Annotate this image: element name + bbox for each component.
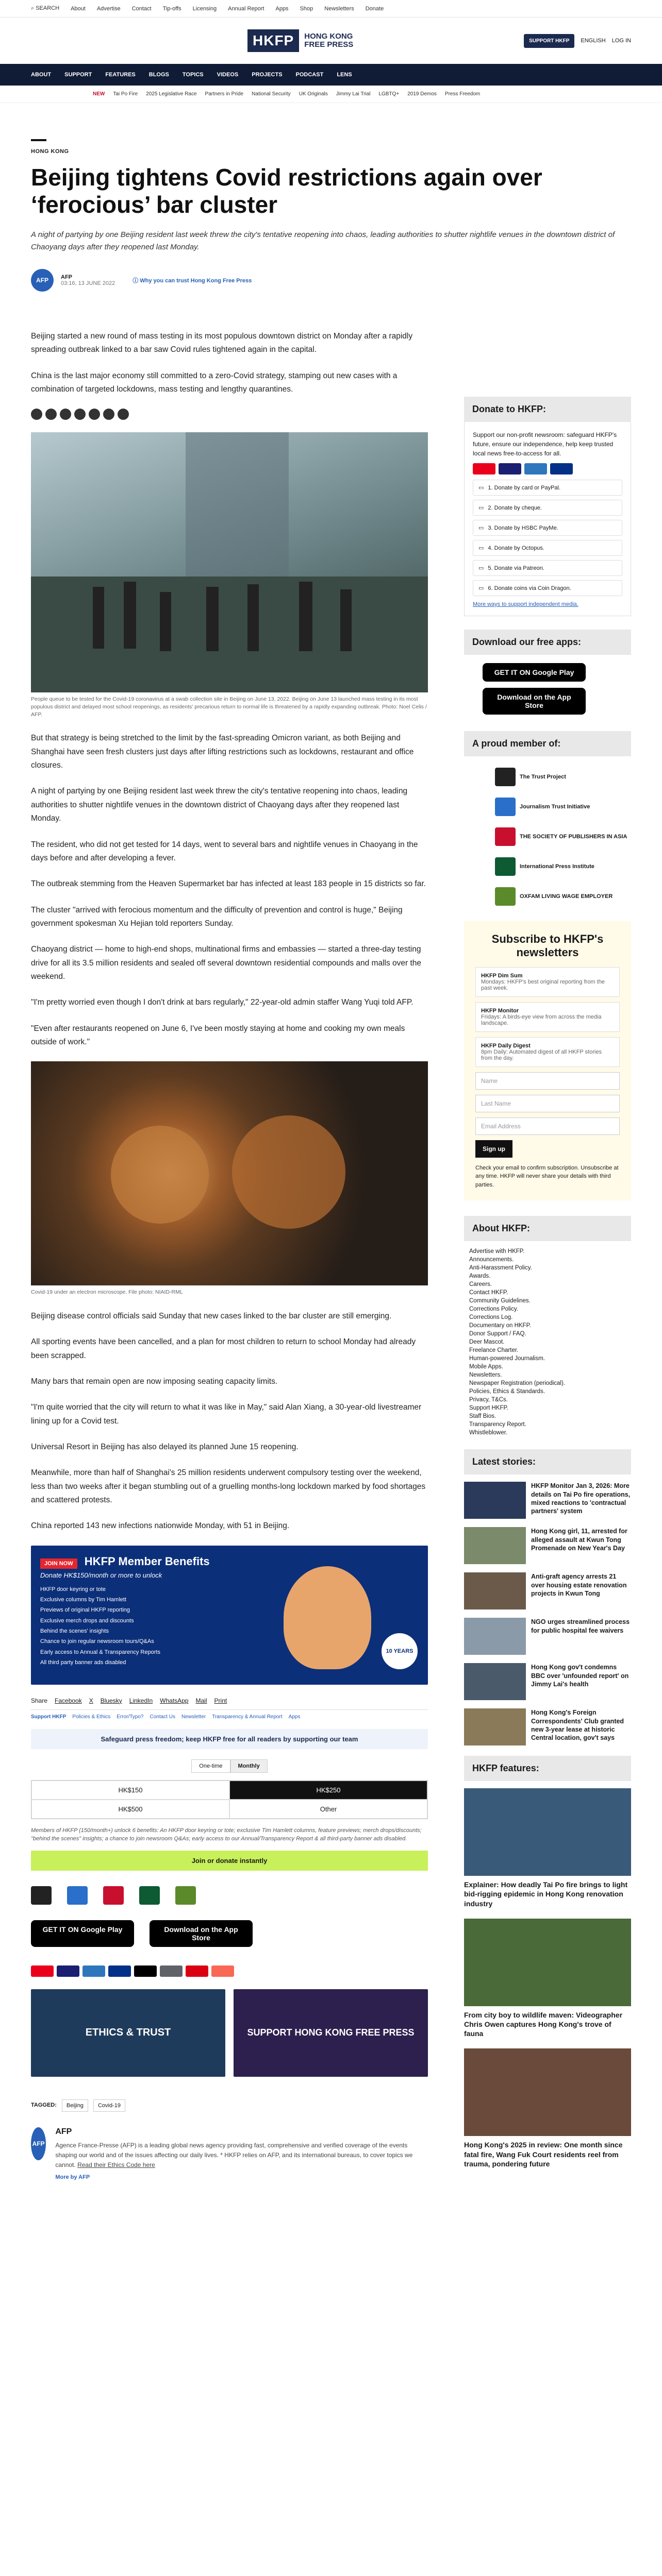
nav-item[interactable]: ABOUT	[31, 72, 52, 78]
patreon-icon: ▭	[478, 565, 484, 571]
paragraph: But that strategy is being stretched to the limit by the fast-spreading Omicron variant, as both Beijing and Shanghai have seen fresh clusters just days after lifting restrictions such as lockdowns, restaurant and office closures.	[31, 734, 414, 770]
article-header	[31, 139, 631, 292]
nav-item[interactable]: TOPICS	[182, 72, 204, 78]
footer-partner-logos	[31, 1886, 428, 1905]
about-link[interactable]: Staff Bios.	[469, 1413, 496, 1420]
tags-label: TAGGED:	[31, 2102, 57, 2108]
share-label: Share	[31, 1697, 48, 1704]
topbar-item[interactable]: Contact	[131, 5, 152, 12]
trending-item[interactable]: 2025 Legislative Race	[146, 91, 197, 97]
story-item[interactable]: Anti-graft agency arrests 21 over housing estate renovation projects in Kwun Tong	[464, 1572, 631, 1609]
search-link[interactable]: ⌕ SEARCH	[31, 5, 60, 11]
feature-item[interactable]: Hong Kong's 2025 in review: One month since fatal fire, Wang Fuk Court residents reel from trauma, pondering future	[464, 2048, 631, 2168]
story-item[interactable]: Hong Kong gov't condemns BBC over 'unfounded report' on Jimmy Lai's health	[464, 1663, 631, 1700]
google-play-button[interactable]: GET IT ON Google Play	[483, 663, 586, 682]
author-box-name[interactable]: AFP	[55, 2127, 72, 2136]
support-hkfp-button[interactable]: SUPPORT HKFP	[524, 34, 574, 48]
feature-image	[464, 1919, 631, 2006]
bluesky-icon[interactable]	[60, 409, 71, 420]
topbar-item[interactable]: Newsletters	[324, 5, 354, 12]
tier-option[interactable]: HK$250	[229, 1781, 427, 1800]
octopus-icon: ▭	[478, 545, 484, 551]
promo-tiles	[31, 1989, 428, 2089]
logo-line-1: HONG KONG	[304, 32, 353, 41]
about-link[interactable]: Contact HKFP.	[469, 1290, 508, 1296]
paragraph: Meanwhile, more than half of Shanghai's 25 million residents underwent compulsory testing over the weekend, less than two weeks after it began stumbling out of a gruelling months-long lockdown marked by food shortages and scattered protests.	[31, 1468, 426, 1505]
about-link[interactable]: Anti-Harassment Policy.	[469, 1265, 532, 1272]
donate-intro: Support our non-profit newsroom: safeguard HKFP's future, ensure our independence, help keep trusted local news free-to-access for all.	[473, 431, 617, 457]
trending-item[interactable]: 2019 Demos	[407, 91, 437, 97]
nav-item[interactable]: VIDEOS	[217, 72, 239, 78]
ipi-logo[interactable]: International Press Institute	[495, 855, 631, 878]
member-logos	[464, 766, 631, 908]
site-logo[interactable]	[247, 29, 353, 52]
donate-widget	[464, 422, 631, 616]
trending-item[interactable]: Press Freedom	[444, 91, 481, 97]
benefit-item: Previews of original HKFP reporting	[40, 1607, 130, 1614]
share-mail[interactable]: Mail	[195, 1697, 207, 1704]
logo-line-2: FREE PRESS	[304, 40, 354, 49]
byline	[31, 269, 631, 292]
about-link[interactable]: Support HKFP.	[469, 1405, 508, 1412]
member-benefits-banner[interactable]	[31, 1546, 428, 1685]
newsletter-note: Check your email to confirm subscription. Unsubscribe at any time. HKFP will never share your details with third parties.	[475, 1164, 619, 1188]
jti-logo[interactable]: Journalism Trust Initiative	[495, 795, 631, 818]
story-item[interactable]: NGO urges streamlined process for public hospital fee waivers	[464, 1618, 631, 1655]
benefit-item: Exclusive merch drops and discounts	[40, 1617, 134, 1624]
about-link[interactable]: Careers.	[469, 1281, 492, 1288]
latest-title: Latest stories:	[464, 1449, 631, 1475]
deer-mascot-illustration	[284, 1566, 371, 1669]
trending-item[interactable]: UK Originals	[299, 91, 328, 97]
story-thumbnail	[464, 1482, 526, 1519]
about-link[interactable]: Donor Support / FAQ.	[469, 1331, 526, 1337]
main-nav	[0, 64, 662, 86]
facebook-icon[interactable]	[31, 409, 42, 420]
nav-item[interactable]: PROJECTS	[252, 72, 283, 78]
trust-project-logo[interactable]	[31, 1886, 52, 1905]
story-thumbnail	[464, 1663, 526, 1700]
tier-option[interactable]: HK$150	[31, 1781, 229, 1800]
latest-stories	[464, 1482, 631, 1745]
member-note: Members of HKFP (150/month+) unlock 6 benefits: An HKFP door keyring or tote; exclusive Tim Hamlett columns, feature previews; merch drops/discounts; "behind the scenes" insights; a chance to join newsroom Q&As; early access to our Annual/Transparency Report & all third-party banner ads disabled.	[31, 1827, 422, 1842]
donate-option[interactable]: ▭ 4. Donate by Octopus.	[473, 540, 622, 556]
story-thumbnail	[464, 1708, 526, 1745]
author-bio: Agence France-Presse (AFP) is a leading global news agency providing fast, comprehensive and verified coverage of the events shaping our world and of the issues affecting our daily lives. * HKFP relies on AFP, and its international bureaus, to cover topics we cannot. Read their Ethics Code here	[55, 2141, 413, 2169]
site-header	[0, 18, 662, 64]
email-field[interactable]: Email Address	[475, 1117, 620, 1135]
paragraph: The cluster "arrived with ferocious momentum and the difficulty of prevention and control is huge," Beijing government spokesman Xu Hejian told reporters Sunday.	[31, 905, 403, 928]
support-link[interactable]: Transparency & Annual Report	[212, 1714, 283, 1720]
share-whatsapp[interactable]: WhatsApp	[160, 1697, 189, 1704]
about-link[interactable]: Human-powered Journalism.	[469, 1355, 545, 1362]
payme-icon: ▭	[478, 525, 484, 531]
support-links	[31, 1710, 428, 1724]
tier-option[interactable]: HK$500	[31, 1800, 229, 1819]
article-photo-virus[interactable]	[31, 1061, 428, 1285]
trending-item[interactable]: National Security	[252, 91, 291, 97]
paragraph: China reported 143 new infections nationwide Monday, with 51 in Beijing.	[31, 1521, 290, 1531]
about-link[interactable]: Awards.	[469, 1273, 491, 1280]
paragraph: All sporting events have been cancelled, and a plan for most children to return to school Monday had already been scrapped.	[31, 1337, 416, 1360]
sopa-logo[interactable]: THE SOCIETY OF PUBLISHERS IN ASIA	[495, 825, 631, 848]
nav-item[interactable]: BLOGS	[148, 72, 169, 78]
logo-mark: HKFP	[247, 29, 299, 52]
trending-item[interactable]: Tai Po Fire	[113, 91, 138, 97]
paragraph: "I'm quite worried that the city will return to what it was like in May," said Alan Xiang, a 30-year-old livestreamer lining up for a Covid test.	[31, 1403, 422, 1426]
member-title: A proud member of:	[464, 731, 631, 756]
paragraph: Beijing started a new round of mass testing in its most populous downtown district on Monday after a rapidly spreading outbreak linked to a bar saw Covid rules tightened again in the capital.	[31, 332, 413, 354]
visa-icon	[499, 463, 521, 474]
article-photo-testing-queue[interactable]	[31, 432, 428, 692]
anniversary-badge: 10 YEARS	[382, 1633, 418, 1669]
newsletter-widget	[464, 921, 631, 1200]
support-link[interactable]: Error/Typo?	[117, 1714, 144, 1720]
apps-title: Download our free apps:	[464, 630, 631, 655]
info-icon: ⓘ	[133, 277, 140, 284]
story-thumbnail	[464, 1572, 526, 1609]
amex-icon	[82, 1965, 105, 1977]
benefit-item: All third party banner ads disabled	[40, 1659, 126, 1666]
about-link[interactable]: Deer Mascot.	[469, 1339, 505, 1346]
support-link[interactable]: Policies & Ethics	[72, 1714, 111, 1720]
top-utility-bar	[0, 0, 662, 18]
last-name-field[interactable]: Last Name	[475, 1095, 620, 1112]
paragraph: Many bars that remain open are now imposing seating capacity limits.	[31, 1377, 278, 1386]
topbar-item[interactable]: Annual Report	[228, 5, 264, 12]
amex-icon	[524, 463, 547, 474]
kicker-rule	[31, 139, 46, 141]
section-label[interactable]: HONG KONG	[31, 148, 69, 155]
tag-item[interactable]: Covid-19	[93, 2099, 125, 2112]
sidebar	[464, 397, 631, 2179]
share-print[interactable]: Print	[214, 1697, 227, 1704]
patreon-icon	[211, 1965, 234, 1977]
nav-item[interactable]: LENS	[337, 72, 352, 78]
trending-item[interactable]: Partners in Pride	[205, 91, 244, 97]
nav-item[interactable]: FEATURES	[105, 72, 136, 78]
paragraph: A night of partying by one Beijing resident last week threw the city's tentative reopening into chaos, leading authorities to shutter nightlife venues in the downtown district of Chaoyang days after they reopened last Monday.	[31, 787, 408, 823]
about-link[interactable]: Community Guidelines.	[469, 1298, 531, 1304]
donate-option[interactable]: ▭ 2. Donate by cheque.	[473, 500, 622, 516]
paragraph: "Even after restaurants reopened on June 6, I've been mostly staying at home and cooking my own meals outside of work."	[31, 1024, 405, 1046]
oxfam-logo[interactable]	[175, 1886, 196, 1905]
app-store-button[interactable]: Download on the App Store	[483, 688, 586, 715]
topbar-item[interactable]: Advertise	[96, 5, 121, 12]
paragraph: "I'm pretty worried even though I don't drink at bars regularly," 22-year-old admin staffer Wang Yuqi told AFP.	[31, 998, 413, 1007]
support-hkfp-tile[interactable]: SUPPORT HONG KONG FREE PRESS	[234, 1989, 428, 2077]
story-thumbnail	[464, 1618, 526, 1655]
card-icon: ▭	[478, 485, 484, 491]
press-freedom-heading: Safeguard press freedom; keep HKFP free for all readers by supporting our team	[31, 1729, 428, 1749]
about-link[interactable]: Freelance Charter.	[469, 1347, 519, 1354]
join-donate-button[interactable]: Join or donate instantly	[31, 1851, 428, 1871]
topbar-item[interactable]: Donate	[365, 5, 384, 12]
story-item[interactable]: Hong Kong's Foreign Correspondents' Club granted new 3-year lease at historic Central location, gov't says	[464, 1708, 631, 1745]
paragraph: Chaoyang district — home to high-end shops, multinational firms and embassies — started a three-day testing drive for all its 3.5 million residents and sealed off several downtown residential compounds and malls over the weekend.	[31, 945, 422, 981]
trending-item[interactable]: Jimmy Lai Trial	[336, 91, 371, 97]
about-link[interactable]: Corrections Policy.	[469, 1306, 519, 1313]
author-avatar[interactable]: AFP	[31, 269, 54, 292]
photo-caption: People queue to be tested for the Covid-19 coronavirus at a swab collection site in Beijing on June 13, 2022. Beijing on June 13 launched mass testing in its most populous district and delayed most school reopenings, as residents' precarious return to normal life is threatened by a rapidly expanding outbreak. Photo: Noel Celis / AFP.	[31, 696, 427, 718]
topbar-item[interactable]: Licensing	[192, 5, 217, 12]
nav-item[interactable]: SUPPORT	[64, 72, 92, 78]
mastercard-icon	[473, 463, 495, 474]
article-title: Beijing tightens Covid restrictions again over ‘ferocious’ bar cluster	[31, 164, 542, 218]
share-x[interactable]: X	[89, 1697, 93, 1704]
about-link[interactable]: Newspaper Registration (periodical).	[469, 1380, 565, 1387]
mastercard-icon	[31, 1965, 54, 1977]
print-icon[interactable]	[118, 409, 129, 420]
about-link[interactable]: Whistleblower.	[469, 1430, 508, 1436]
freq-monthly[interactable]: Monthly	[230, 1759, 268, 1773]
share-linkedin[interactable]: LinkedIn	[129, 1697, 153, 1704]
payment-methods	[31, 1965, 428, 1977]
coin-icon: ▭	[478, 585, 484, 591]
ethics-trust-tile[interactable]: ETHICS & TRUST	[31, 1989, 225, 2077]
donate-option[interactable]: ▭ 1. Donate by card or PayPal.	[473, 480, 622, 496]
more-by-author-link[interactable]: More by AFP	[55, 2174, 90, 2181]
ipi-logo[interactable]	[139, 1886, 160, 1905]
linkedin-icon[interactable]	[74, 409, 86, 420]
story-thumbnail	[464, 1527, 526, 1564]
about-link[interactable]: Policies, Ethics & Standards.	[469, 1388, 545, 1395]
app-store-button[interactable]: Download on the App Store	[150, 1920, 253, 1947]
about-link[interactable]: Privacy, T&Cs.	[469, 1397, 508, 1403]
donate-payment-icons	[473, 463, 622, 474]
paragraph: The resident, who did not get tested for 14 days, went to several bars and nightlife venues in Chaoyang in the days before and after developing a fever.	[31, 840, 418, 862]
share-bluesky[interactable]: Bluesky	[100, 1697, 122, 1704]
author-box-avatar[interactable]: AFP	[31, 2127, 46, 2160]
support-link[interactable]: Contact Us	[150, 1714, 175, 1720]
oxfam-logo[interactable]: OXFAM LIVING WAGE EMPLOYER	[495, 885, 631, 908]
x-icon[interactable]	[45, 409, 57, 420]
feature-item[interactable]: From city boy to wildlife maven: Videographer Chris Owen captures Hong Kong's trove of fauna	[464, 1919, 631, 2039]
share-facebook[interactable]: Facebook	[55, 1697, 82, 1704]
trending-item[interactable]: LGBTQ+	[378, 91, 400, 97]
newsletter-title: Subscribe to HKFP's newsletters	[491, 933, 604, 959]
photo-caption: Covid-19 under an electron microscope. File photo: NIAID-RML	[31, 1289, 183, 1296]
tags-row	[31, 2099, 428, 2112]
support-link[interactable]: Newsletter	[181, 1714, 206, 1720]
more-ways-link[interactable]: More ways to support independent media.	[473, 601, 578, 607]
paypal-icon	[108, 1965, 131, 1977]
whatsapp-icon[interactable]	[89, 409, 100, 420]
benefit-item: Early access to Annual & Transparency Reports	[40, 1649, 160, 1655]
login-link[interactable]: LOG IN	[611, 38, 631, 44]
trending-label: NEW	[93, 91, 105, 97]
tag-item[interactable]: Beijing	[62, 2099, 88, 2112]
newsletter-option[interactable]: HKFP Monitor Fridays: A birds-eye view from across the media landscape.	[475, 1002, 620, 1032]
article-body	[31, 330, 428, 2180]
mail-icon[interactable]	[103, 409, 114, 420]
about-title: About HKFP:	[464, 1216, 631, 1241]
benefit-item: Chance to join regular newsroom tours/Q&As	[40, 1638, 154, 1645]
topbar-item[interactable]: About	[71, 5, 86, 12]
banner-subtitle: Donate HK$150/month or more to unlock	[40, 1571, 162, 1579]
features-title: HKFP features:	[464, 1756, 631, 1781]
feature-image	[464, 2048, 631, 2136]
cheque-icon: ▭	[478, 505, 484, 511]
donate-option[interactable]: ▭ 6. Donate coins via Coin Dragon.	[473, 580, 622, 596]
paragraph: China is the last major economy still committed to a zero-Covid strategy, stamping out new cases with a combination of targeted lockdowns, mass testing and lengthy quarantines.	[31, 371, 398, 394]
article-lede: A night of partying by one Beijing resident last week threw the city's tentative reopening into chaos, leading authorities to shutter nightlife venues in the downtown district of Chaoyang days after they reopened last Monday.	[31, 230, 615, 251]
about-link[interactable]: Announcements.	[469, 1257, 514, 1263]
benefit-item: HKFP door keyring or tote	[40, 1586, 106, 1592]
topbar-item[interactable]: Shop	[300, 5, 313, 12]
about-link[interactable]: Transparency Report.	[469, 1421, 526, 1428]
about-list	[464, 1248, 631, 1436]
about-link[interactable]: Mobile Apps.	[469, 1364, 503, 1370]
benefit-item: Behind the scenes' insights	[40, 1628, 109, 1635]
donate-option[interactable]: ▭ 5. Donate via Patreon.	[473, 560, 622, 576]
donation-tiers	[31, 1780, 428, 1819]
feature-item[interactable]: Explainer: How deadly Tai Po fire brings to light bid-rigging epidemic in Hong Kong renovation industry	[464, 1788, 631, 1908]
about-link[interactable]: Advertise with HKFP.	[469, 1248, 525, 1255]
feature-image	[464, 1788, 631, 1876]
trust-project-logo[interactable]: The Trust Project	[495, 766, 631, 788]
topbar-item[interactable]: Apps	[275, 5, 289, 12]
about-link[interactable]: Documentary on HKFP.	[469, 1323, 531, 1329]
support-link[interactable]: Support HKFP	[31, 1714, 67, 1720]
tier-option[interactable]: Other	[229, 1800, 427, 1819]
newsletter-option[interactable]: HKFP Daily Digest 8pm Daily: Automated digest of all HKFP stories from the day.	[475, 1037, 620, 1067]
paragraph: The outbreak stemming from the Heaven Supermarket bar has infected at least 183 people in 15 districts so far.	[31, 879, 426, 889]
payme-icon	[186, 1965, 208, 1977]
about-link[interactable]: Newsletters.	[469, 1372, 502, 1379]
newsletter-option[interactable]: HKFP Dim Sum Mondays: HKFP's best original reporting from the past week.	[475, 967, 620, 997]
topbar-item[interactable]: Tip-offs	[162, 5, 181, 12]
publish-date: 03:16, 13 JUNE 2022	[61, 280, 115, 286]
donate-title: Donate to HKFP:	[464, 397, 631, 422]
footer-app-buttons	[31, 1920, 428, 1953]
signup-button[interactable]: Sign up	[475, 1140, 512, 1158]
paragraph: Universal Resort in Beijing has also delayed its planned June 15 reopening.	[31, 1443, 299, 1452]
trust-link[interactable]: ⓘ Why you can trust Hong Kong Free Press	[133, 277, 252, 284]
nav-item[interactable]: PODCAST	[295, 72, 324, 78]
photo-illustration	[31, 432, 428, 692]
ethics-code-link[interactable]: Read their Ethics Code here	[77, 2161, 155, 2169]
banner-title: HKFP Member Benefits	[84, 1554, 210, 1568]
language-selector[interactable]: ENGLISH	[581, 38, 606, 44]
author-name[interactable]: AFP	[61, 274, 72, 280]
donate-option[interactable]: ▭ 3. Donate by HSBC PayMe.	[473, 520, 622, 536]
virus-illustration	[31, 1061, 428, 1285]
author-box	[31, 2127, 428, 2181]
name-field[interactable]: Name	[475, 1072, 620, 1090]
about-link[interactable]: Corrections Log.	[469, 1314, 513, 1321]
frequency-toggle	[31, 1759, 428, 1773]
story-item[interactable]: HKFP Monitor Jan 3, 2026: More details on Tai Po fire operations, mixed reactions to 'contractual partners' system	[464, 1482, 631, 1519]
support-link[interactable]: Apps	[288, 1714, 301, 1720]
benefit-item: Exclusive columns by Tim Hamlett	[40, 1597, 126, 1603]
share-links	[31, 1697, 428, 1710]
apple-pay-icon	[134, 1965, 157, 1977]
visa-icon	[57, 1965, 79, 1977]
google-play-button[interactable]: GET IT ON Google Play	[31, 1920, 134, 1947]
story-item[interactable]: Hong Kong girl, 11, arrested for alleged assault at Kwun Tong Promenade on New Year's Day	[464, 1527, 631, 1564]
sopa-logo[interactable]	[103, 1886, 124, 1905]
google-pay-icon	[160, 1965, 183, 1977]
paypal-icon	[550, 463, 573, 474]
trending-bar	[0, 86, 662, 103]
jti-logo[interactable]	[67, 1886, 88, 1905]
paragraph: Beijing disease control officials said Sunday that new cases linked to the bar cluster are still emerging.	[31, 1311, 392, 1320]
join-now-badge[interactable]: JOIN NOW	[40, 1558, 77, 1569]
freq-one-time[interactable]: One-time	[191, 1759, 230, 1773]
share-icons	[31, 409, 428, 420]
